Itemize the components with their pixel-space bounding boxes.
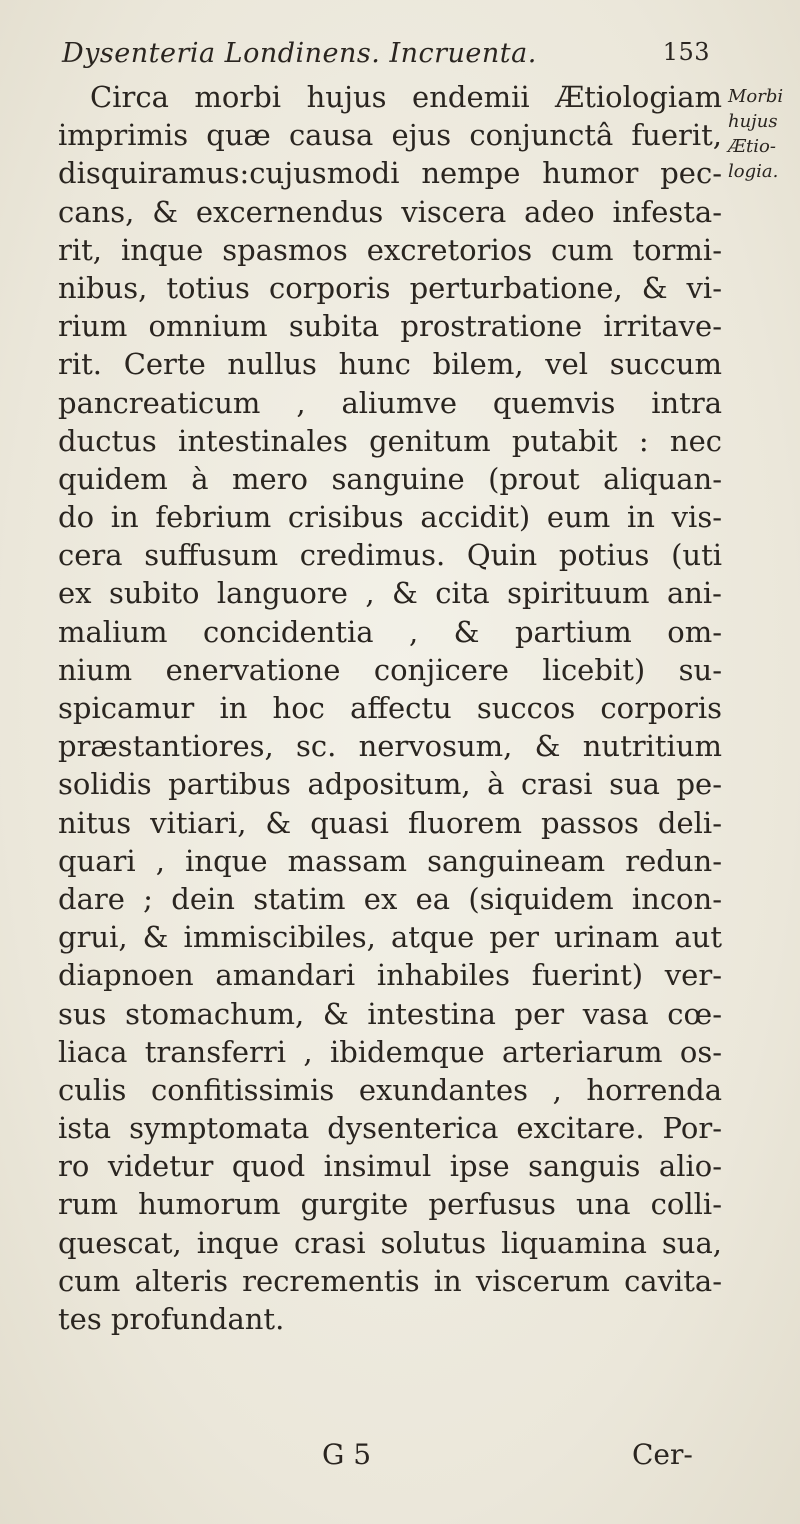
text-line: nium enervatione conjicere licebit) su- <box>58 652 722 687</box>
text-line: tes profundant. <box>58 1302 285 1336</box>
text-line: quidem à mero sanguine (prout aliquan- <box>58 461 722 496</box>
catchword: Cer- <box>632 1438 693 1471</box>
text-line: liaca transferri , ibidemque arteriarum os- <box>58 1034 722 1069</box>
text-line: cans, & excernendus viscera adeo infesta- <box>58 194 722 229</box>
margin-note-line: Morbi <box>728 86 784 107</box>
text-line: quari , inque massam sanguineam redun- <box>58 843 722 878</box>
text-line: imprimis quæ causa ejus conjunctâ fuerit, <box>58 118 722 153</box>
page-number: 153 <box>662 38 710 66</box>
text-line: grui, & immiscibiles, atque per urinam aut <box>58 920 722 955</box>
text-line: rit. Certe nullus hunc bilem, vel succum <box>58 347 722 382</box>
text-line: disquiramus:cujusmodi nempe humor pec- <box>58 156 722 191</box>
page-footer <box>0 1438 800 1478</box>
margin-note <box>728 84 798 184</box>
text-line: diapnoen amandari inhabiles fuerint) ver- <box>58 958 722 993</box>
text-line: ex subito languore , & cita spirituum ani- <box>58 576 722 611</box>
text-line: pancreaticum , aliumve quemvis intra <box>58 385 722 420</box>
text-line: cum alteris recrementis in viscerum cavita- <box>58 1263 722 1298</box>
text-line: Circa morbi hujus endemii Ætiologiam <box>90 80 722 114</box>
text-line: ductus intestinales genitum putabit : nec <box>58 423 722 458</box>
text-line: cera suffusum credimus. Quin potius (uti <box>58 538 722 573</box>
body-text <box>58 78 722 1338</box>
signature-mark: G 5 <box>322 1438 372 1471</box>
text-line: culis confitissimis exundantes , horrenda <box>58 1072 722 1107</box>
text-line: rium omnium subita prostratione irritave- <box>58 309 722 344</box>
text-line: quescat, inque crasi solutus liquamina sua, <box>58 1225 722 1260</box>
text-line: ista symptomata dysenterica excitare. Por- <box>58 1111 722 1146</box>
text-line: do in febrium crisibus accidit) eum in vis- <box>58 500 722 535</box>
text-line: ro videtur quod insimul ipse sanguis alio- <box>58 1149 722 1184</box>
text-line: spicamur in hoc affectu succos corporis <box>58 691 722 725</box>
running-header <box>62 34 722 78</box>
text-line: dare ; dein statim ex ea (siquidem incon- <box>58 881 722 916</box>
text-line: nibus, totius corporis perturbatione, & vi- <box>58 270 722 305</box>
margin-note-line: hujus <box>728 111 778 132</box>
text-line: malium concidentia , & partium om- <box>58 614 722 649</box>
text-line: rum humorum gurgite perfusus una colli- <box>58 1187 722 1222</box>
text-line: præstantiores, sc. nervosum, & nutritium <box>58 729 722 764</box>
margin-note-line: Ætio- <box>728 136 776 157</box>
running-title: Dysenteria Londinens. Incruenta. <box>62 38 537 69</box>
text-line: rit, inque spasmos excretorios cum tormi- <box>58 232 722 267</box>
text-line: nitus vitiari, & quasi fluorem passos deli- <box>58 805 722 840</box>
margin-note-line: logia. <box>728 161 779 182</box>
text-line: sus stomachum, & intestina per vasa cœ- <box>58 996 722 1031</box>
text-line: solidis partibus adpositum, à crasi sua pe- <box>58 767 722 802</box>
